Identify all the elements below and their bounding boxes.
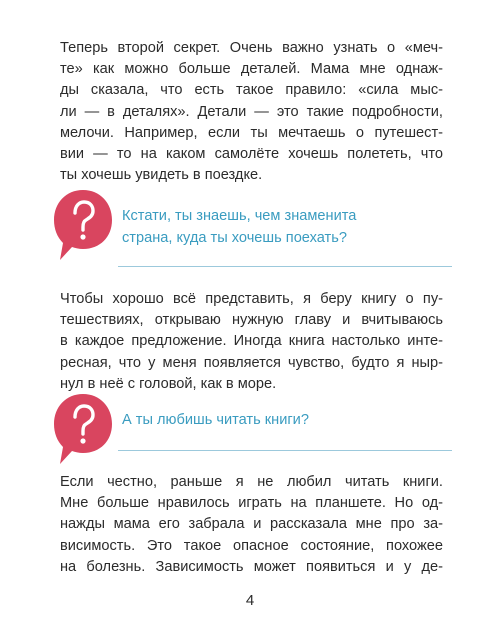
question-bubble-icon xyxy=(52,392,114,466)
question-bubble-icon xyxy=(52,188,114,262)
text-line: Чтобы хорошо всё представить, я беру книгу о пу- xyxy=(60,291,443,307)
text-line: ли — в деталях». Детали — это такие подробности, xyxy=(60,103,443,120)
question-line: Кстати, ты знаешь, чем знаменита xyxy=(122,208,357,224)
text-line: те» как можно больше деталей. Мама мне однаж- xyxy=(60,61,443,78)
text-line: Мне больше нравилось играть на планшете. Но од- xyxy=(60,495,443,512)
text-line: мелочи. Например, если ты мечтаешь о путешест- xyxy=(60,124,443,141)
question-text xyxy=(122,206,356,249)
text-line: Теперь второй секрет. Очень важно узнать о «меч- xyxy=(60,40,443,56)
answer-line[interactable] xyxy=(118,450,452,451)
text-line: на болезнь. Зависимость может появиться и у де- xyxy=(60,558,443,575)
question-line: страна, куда ты хочешь поехать? xyxy=(122,229,347,246)
question-block-1 xyxy=(52,188,452,268)
text-line: висимость. Это такое опасное состояние, похожее xyxy=(60,537,443,554)
question-text xyxy=(122,410,309,432)
paragraph-2 xyxy=(60,289,443,395)
text-line: ты хочешь увидеть в поездке. xyxy=(60,167,263,184)
text-line: нул в неё с головой, как в море. xyxy=(60,375,277,392)
page-number: 4 xyxy=(245,592,255,609)
paragraph-3 xyxy=(60,472,443,578)
paragraph-1 xyxy=(60,38,443,186)
text-line: в каждое предложение. Иногда книга настолько инте- xyxy=(60,333,443,350)
text-line: тешествиях, открываю нужную главу и вчитываюсь xyxy=(60,312,443,329)
text-line: Если честно, раньше я не любил читать книги. xyxy=(60,474,443,490)
text-line: нажды мама его забрала и рассказала мне про за- xyxy=(60,516,443,533)
text-line: ды сказала, что есть такое правило: «сила мыс- xyxy=(60,82,443,99)
text-line: ресная, что у меня появляется чувство, будто я ныр- xyxy=(60,354,443,371)
text-line: вии — то на каком самолёте хочешь полететь, что xyxy=(60,146,443,163)
answer-line[interactable] xyxy=(118,266,452,267)
question-block-2 xyxy=(52,392,452,462)
question-line: А ты любишь читать книги? xyxy=(122,412,309,428)
